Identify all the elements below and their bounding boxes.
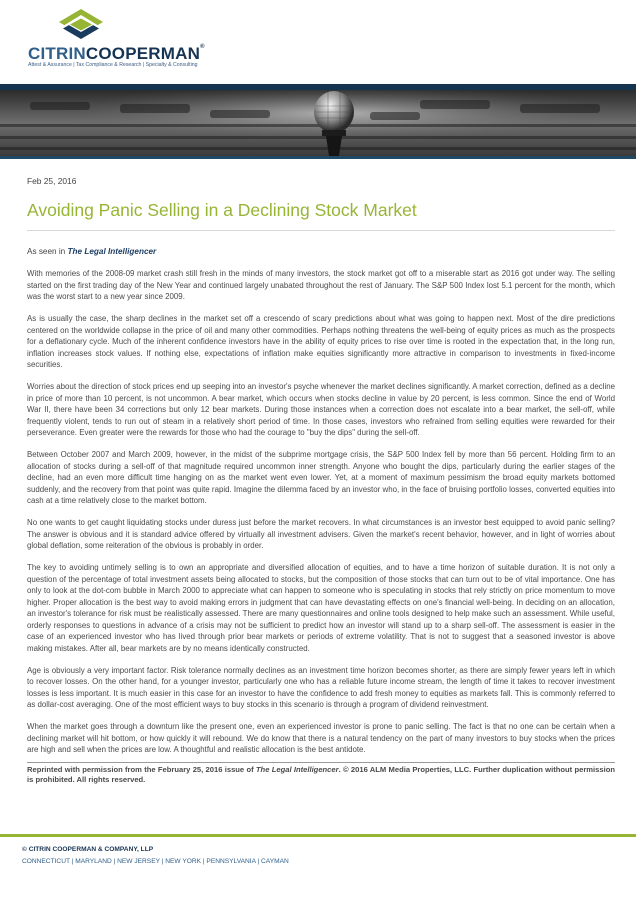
registered-mark: ® [200, 44, 205, 50]
article-body [27, 268, 615, 766]
brand-wordmark [28, 44, 205, 64]
paragraph: As is usually the case, the sharp declines in the market set off a crescendo of scary predictions about what was going to happen next. Most of the dire predictions centered on the worldwide collapse in the price of oil and many other commodities. Perhaps nothing threatens the well-being of equity prices as much as the prospects for a deflationary cycle. Much of the inherent confidence investors have in the ability of equity prices to rise over time is rooted in the expectation that, in the long run, inflation increases stock values. If nothing else, expectations of inflation make equities significantly more attractive in comparison to investments in fixed-income securities. [27, 314, 615, 369]
paragraph: Age is obviously a very important factor. Risk tolerance normally declines as an investment time horizon becomes shorter, as there are simply fewer years left in which to recover losses. On the other hand, for a younger investor, particularly one who has a reliable future income stream, the length of time it takes to recover investment losses is less important. It is much easier in this case for an investor to have the confidence to add fresh money to equities as markets fall. This is commonly referred to as dollar-cost averaging. One of the most efficient ways to buy stocks in this scenario is through a program of dividend reinvestment. [27, 665, 615, 709]
source-prefix: As seen in [27, 247, 68, 256]
paragraph: With memories of the 2008-09 market crash still fresh in the minds of many investors, the stock market got off to a miserable start as 2016 got under way. The selling started on the first trading day of the New Year and continued largely unabated throughout the rest of January. The S&P 500 Index lost 5.1 percent for the month, which was the worst start to a new year since 2009. [27, 269, 615, 301]
brand-tagline: Attest & Assurance | Tax Compliance & Research | Specialty & Consulting [28, 62, 198, 68]
paragraph: Between October 2007 and March 2009, however, in the midst of the subprime mortgage crisis, the S&P 500 Index fell by more than 56 percent. Holding firm to an allocation of stocks during a sell-off of that magnitude required uncommon inner strength. Anyone who bought the dips, particularly during the earlier stages of the decline, had an even more difficult time hanging on as the market went even lower. Yet, at a moment of maximum pessimism the broad equity markets bottomed suddenly, and the recovery from that point was quite rapid. Imagine the dilemma faced by an investor who, in the face of bruising portfolio losses, converted equities into cash at a time relatively close to the market bottom. [27, 450, 615, 505]
article-date: Feb 25, 2016 [27, 176, 77, 186]
article-title: Avoiding Panic Selling in a Declining Stock Market [27, 200, 417, 220]
reprint-notice [27, 765, 615, 785]
footer-copyright: © CITRIN COOPERMAN & COMPANY, LLP [22, 846, 154, 853]
brand-part-a: CITRIN [28, 44, 86, 63]
paragraph: Worries about the direction of stock prices end up seeping into an investor's psyche whenever the market declines significantly. A market correction, defined as a decline in price of more than 10 percent, is not uncommon. A bear market, which occurs when stocks decline in value by 20 percent, is less common. Since the end of World War II, there have been 34 corrections but only 12 bear markets. During those instances when a correction does not escalate into a bear market, the sell-off, while frequently violent, tends to run out of steam in a relatively short period of time. In those cases, investors who refrained from selling equities were rewarded for their perseverance. Even greater were the rewards for those who had the courage to "buy the dips" during the sell-off. [27, 382, 615, 437]
source-link[interactable]: The Legal Intelligencer [67, 247, 157, 256]
reprint-text-a: Reprinted with permission from the February 25, 2016 issue of [27, 765, 256, 774]
footer-divider [0, 834, 636, 837]
footer-locations: CONNECTICUT | MARYLAND | NEW JERSEY | NEW YORK | PENNSYLVANIA | CAYMAN [22, 858, 289, 865]
source-line [27, 247, 156, 256]
banner-divider [0, 156, 636, 159]
microphone-banner [0, 90, 636, 156]
brand-part-b: COOPERMAN [85, 44, 201, 63]
reprint-text-b: . © 2016 ALM Media Properties, LLC. Further duplication without permission is prohibited. All rights reserved. [27, 765, 615, 784]
paragraph: No one wants to get caught liquidating stocks under duress just before the market recovers. In what circumstances is an investor best equipped to avoid panic selling? The answer is obvious and it is standard advice offered by virtually all investment advisers. Given the market's recent behavior, however, and in light of worries about global deflation, some reiteration of the obvious is probably in order. [27, 518, 615, 550]
reprint-divider [27, 762, 615, 763]
reprint-source: The Legal Intelligencer [255, 765, 339, 774]
title-divider [27, 230, 615, 231]
diamond-logo-icon [59, 9, 103, 43]
paragraph: The key to avoiding untimely selling is to own an appropriate and diversified allocation of equities, and to have a time horizon of suitable duration. It is not only a question of the percentage of total investment assets being allocated to stocks, but the composition of those stocks that can turn out to be of vital importance. One has only to look at the dot-com bubble in March 2000 to appreciate what can happen to someone who is speculating in stocks that rely strictly on price momentum to move higher. Proper allocation is the best way to avoid making errors in judgment that can have devastating effects on one's financial well-being. In deciding on an allocation, an investor's tolerance for risk must be realistically assessed. There are many questionnaires and online tools designed to help make such an assessment. While useful, orderly responses to questions in advance of a crisis may not be sufficient to predict how an investor will stand up to a sharp sell-off. The assessment is easier in the case of an experienced investor who has lived through prior bear markets or periods of extreme volatility. That is not to suggest that a seasoned investor is above making mistakes. After all, bear markets are by no means identically constructed. [27, 563, 615, 653]
paragraph: When the market goes through a downturn like the present one, even an experienced investor is prone to panic selling. The fact is that no one can be certain when a declining market will hit bottom, or how quickly it will rebound. We do know that there is a natural tendency on the part of many investors to buy stocks when the prices are high and sell when the prices are low. A thoughtful and realistic allocation is the best antidote. [27, 722, 615, 754]
